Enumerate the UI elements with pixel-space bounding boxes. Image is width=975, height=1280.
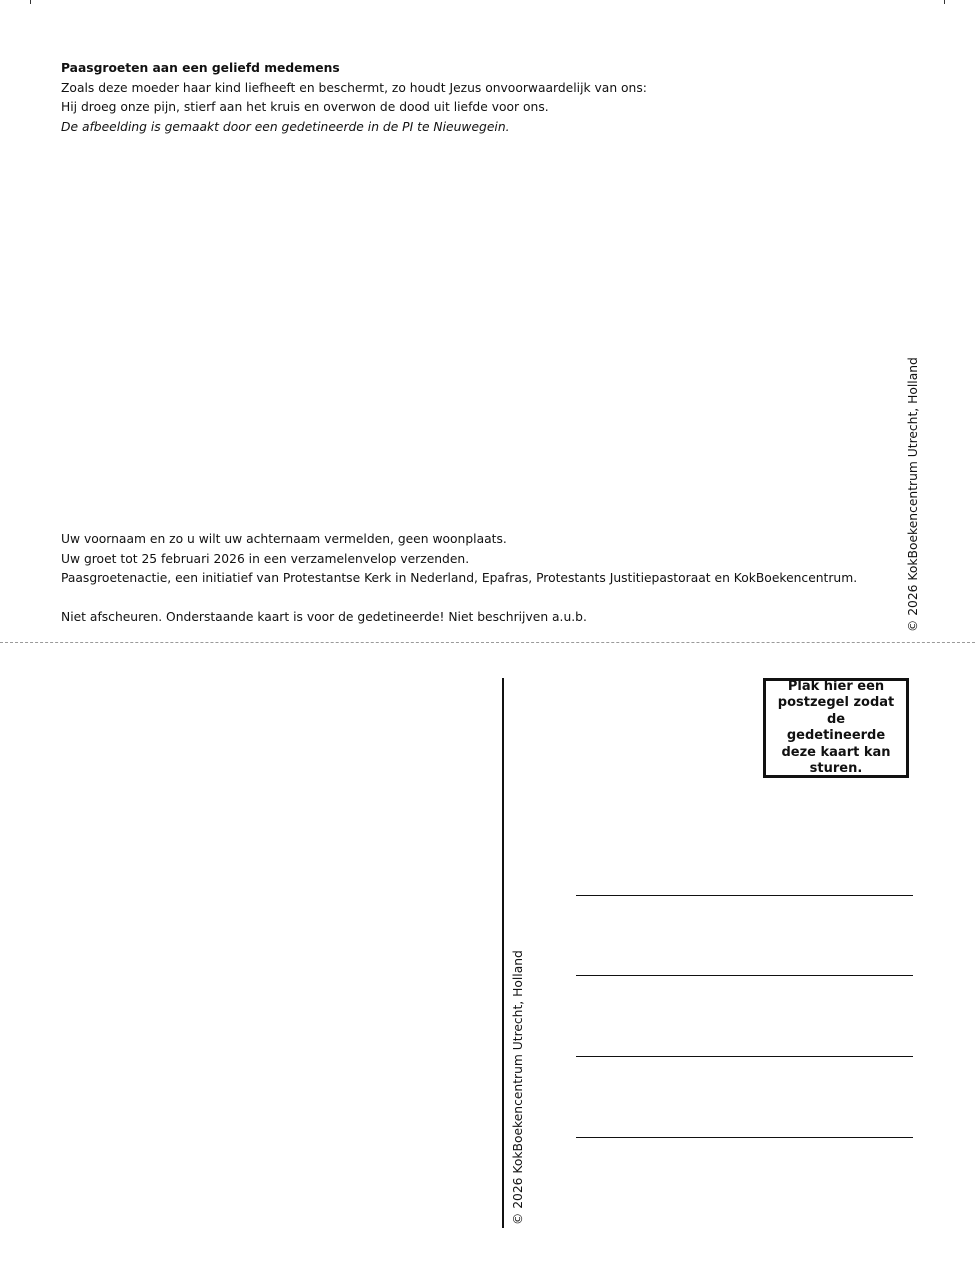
do-not-tear-warning: Niet afscheuren. Onderstaande kaart is voor de gedetineerde! Niet beschrijven a.u.b. [61, 609, 587, 624]
tear-line [0, 642, 975, 643]
address-line [576, 975, 913, 976]
instruction-line-1: Uw voornaam en zo u wilt uw achternaam vermelden, geen woonplaats. [61, 532, 507, 546]
copyright-top: © 2026 KokBoekencentrum Utrecht, Holland [906, 357, 920, 632]
instructions-block [61, 530, 881, 627]
card-title: Paasgroeten aan een geliefd medemens [61, 61, 340, 75]
postcard-divider [502, 678, 504, 1228]
spacer [61, 589, 881, 608]
card-text-line-2: Hij droeg onze pijn, stierf aan het kruis en overwon de dood uit liefde voor ons. [61, 100, 549, 114]
crop-mark-right [944, 0, 945, 4]
card-text-line-1: Zoals deze moeder haar kind liefheeft en beschermt, zo houdt Jezus onvoorwaardelijk van ons: [61, 80, 647, 95]
stamp-box [763, 678, 909, 778]
instruction-line-2: Uw groet tot 25 februari 2026 in een verzamelenvelop verzenden. [61, 551, 470, 566]
image-caption: De afbeelding is gemaakt door een gedetineerde in de PI te Nieuwegein. [61, 119, 510, 134]
crop-mark-left [30, 0, 31, 4]
copyright-bottom: © 2026 KokBoekencentrum Utrecht, Holland [511, 950, 525, 1225]
stamp-box-text: Plak hier een postzegel zodat de gedetineerde deze kaart kan sturen. [777, 678, 895, 776]
instruction-line-3: Paasgroetenactie, een initiatief van Protestantse Kerk in Nederland, Epafras, Protestants Justitiepastoraat en KokBoekencentrum. [61, 571, 858, 585]
address-line [576, 895, 913, 896]
address-line [576, 1137, 913, 1138]
address-line [576, 1056, 913, 1057]
card-info-block [61, 59, 861, 137]
